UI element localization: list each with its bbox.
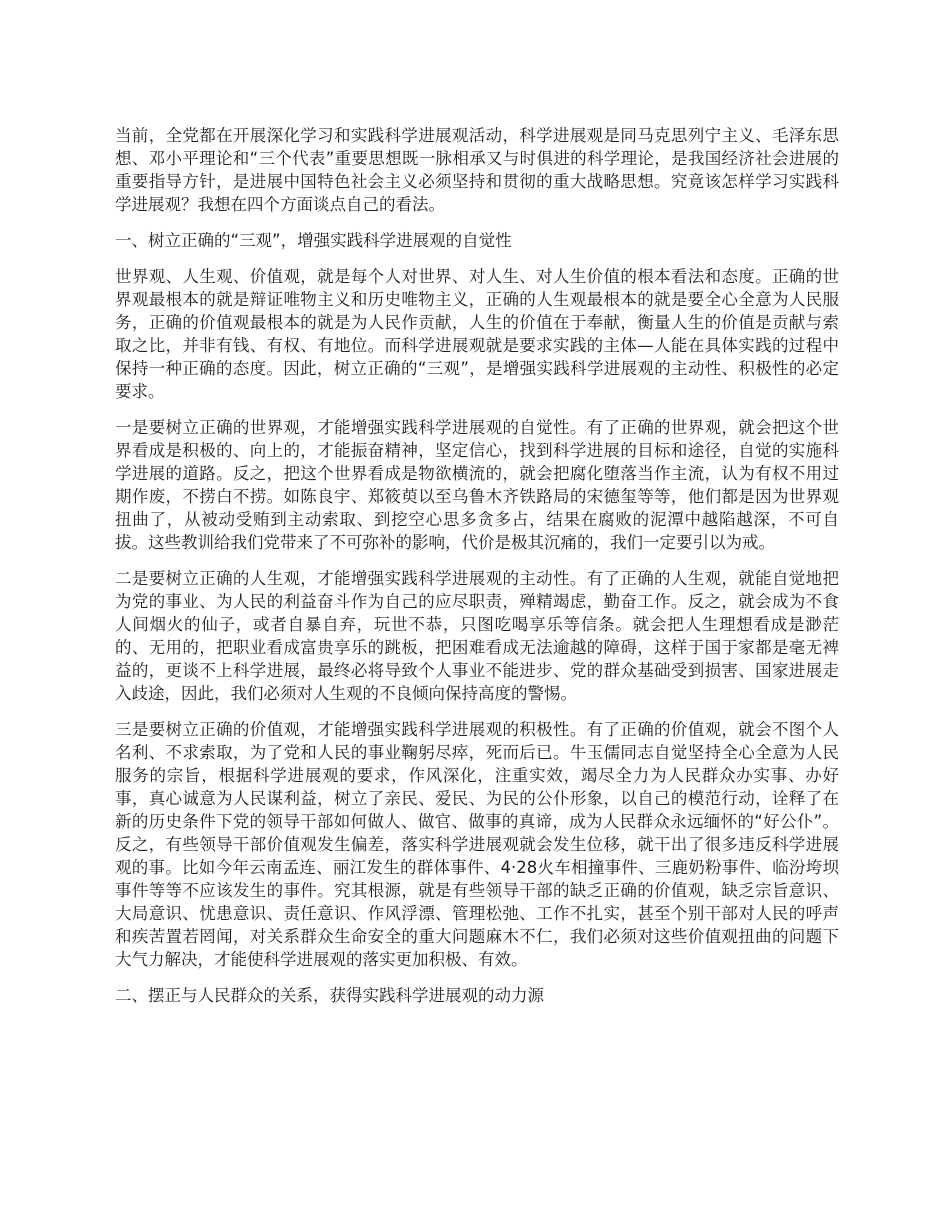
section-1-paragraph-1: 世界观、人生观、价值观，就是每个人对世界、对人生、对人生价值的根本看法和态度。正确的世界观最根本的就是辩证唯物主义和历史唯物主义，正确的人生观最根本的就是要全心全意为人民服务，正确的价值观最根本的就是为人民作贡献，人生的价值在于奉献，衡量人生的价值是贡献与索取之比，并非有钱、有权、有地位。而科学进展观就是要求实践的主体—人能在具体实践的过程中保持一种正确的态度。因此，树立正确的“三观”，是增强实践科学进展观的主动性、积极性的必定要求。 [115,267,839,401]
section-heading-2: 二、摆正与人民群众的关系，获得实践科学进展观的动力源 [115,986,544,1005]
section-heading-1: 一、树立正确的“三观”，增强实践科学进展观的自觉性 [115,231,512,250]
section-1-paragraph-2: 一是要树立正确的世界观，才能增强实践科学进展观的自觉性。有了正确的世界观，就会把这个世界看成是积极的、向上的，才能振奋精神，坚定信心，找到科学进展的目标和途径，自觉的实施科学进展的道路。反之，把这个世界看成是物欲横流的，就会把腐化堕落当作主流，认为有权不用过期作废，不捞白不捞。如陈良宇、郑筱萸以至乌鲁木齐铁路局的宋德玺等等，他们都是因为世界观扭曲了，从被动受贿到主动索取、到挖空心思多贪多占，结果在腐败的泥潭中越陷越深，不可自拔。这些教训给我们党带来了不可弥补的影响，代价是极其沉痛的，我们一定要引以为戒。 [115,418,839,552]
section-1-paragraph-3: 二是要树立正确的人生观，才能增强实践科学进展观的主动性。有了正确的人生观，就能自觉地把为党的事业、为人民的利益奋斗作为自己的应尽职责，殚精竭虑，勤奋工作。反之，就会成为不食人间烟火的仙子，或者自暴自弃，玩世不恭，只图吃喝享乐等信条。就会把人生理想看成是渺茫的、无用的，把职业看成富贵享乐的跳板，把困难看成无法逾越的障碍，这样于国于家都是毫无裨益的，更谈不上科学进展，最终必将导致个人事业不能进步、党的群众基础受到损害、国家进展走入歧途，因此，我们必须对人生观的不良倾向保持高度的警惕。 [115,569,839,703]
section-1-paragraph-4: 三是要树立正确的价值观，才能增强实践科学进展观的积极性。有了正确的价值观，就会不图个人名利、不求索取，为了党和人民的事业鞠躬尽瘁，死而后已。牛玉儒同志自觉坚持全心全意为人民服务的宗旨，根据科学进展观的要求，作风深化，注重实效，竭尽全力为人民群众办实事、办好事，真心诚意为人民谋利益，树立了亲民、爱民、为民的公仆形象，以自己的模范行动，诠释了在新的历史条件下党的领导干部如何做人、做官、做事的真谛，成为人民群众永远缅怀的“好公仆”。反之，有些领导干部价值观发生偏差，落实科学进展观就会发生位移，就干出了很多违反科学进展观的事。比如今年云南孟连、丽江发生的群体事件、4·28火车相撞事件、三鹿奶粉事件、临汾垮坝事件等等不应该发生的事件。究其根源，就是有些领导干部的缺乏正确的价值观，缺乏宗旨意识、大局意识、忧患意识、责任意识、作风浮漂、管理松弛、工作不扎实，甚至个别干部对人民的呼声和疾苦置若罔闻，对关系群众生命安全的重大问题麻木不仁，我们必须对这些价值观扭曲的问题下大气力解决，才能使科学进展观的落实更加积极、有效。 [115,720,839,969]
document-body [115,124,839,1020]
intro-paragraph: 当前，全党都在开展深化学习和实践科学进展观活动，科学进展观是同马克思列宁主义、毛泽东思想、邓小平理论和“三个代表”重要思想既一脉相承又与时俱进的科学理论，是我国经济社会进展的重要指导方针，是进展中国特色社会主义必须坚持和贯彻的重大战略思想。究竟该怎样学习实践科学进展观？我想在四个方面谈点自己的看法。 [115,126,839,214]
